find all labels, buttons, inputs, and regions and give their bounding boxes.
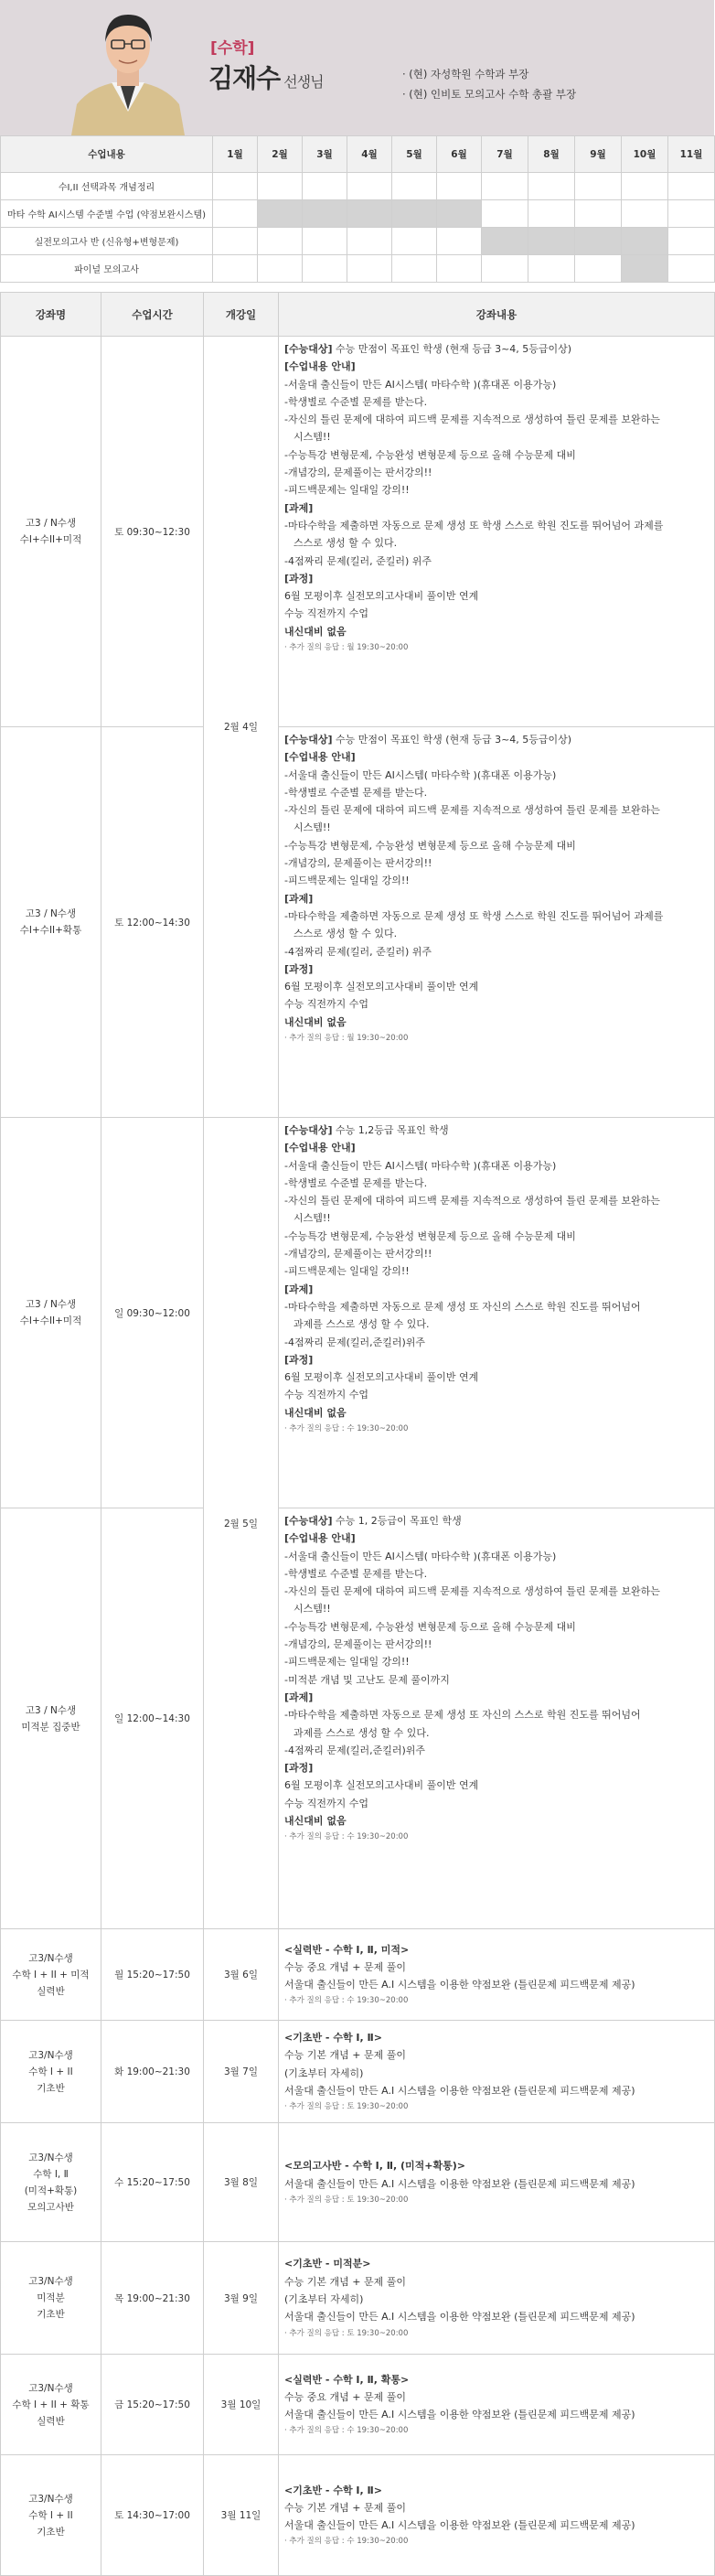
table-row bbox=[1, 727, 715, 1118]
timeline-header-month: 5월 bbox=[392, 136, 437, 173]
teacher-bio bbox=[402, 64, 576, 104]
description-line: -개념강의, 문제풀이는 판서강의!! bbox=[284, 1248, 432, 1261]
course-name-line: 미적분 집중반 bbox=[21, 1721, 80, 1733]
description-line: -서울대 출신들이 만든 AI시스템( 마타수학 )(휴대폰 이용가능) bbox=[284, 1550, 557, 1562]
schedule-table bbox=[0, 292, 715, 2576]
course-name-line: 고3/N수생 bbox=[28, 2382, 73, 2394]
description-line: 시스템!! bbox=[293, 431, 331, 444]
course-name bbox=[1, 727, 101, 1118]
target-label: [수능대상] bbox=[284, 1124, 333, 1136]
timeline-cell bbox=[622, 173, 668, 200]
course-name-line: 수학 I + II bbox=[28, 2509, 73, 2521]
description-line: 시스템!! bbox=[293, 821, 331, 834]
description-line: <기초반 - 수학 Ⅰ, Ⅱ> bbox=[284, 2484, 382, 2496]
description-line: [과제] bbox=[284, 501, 314, 514]
timeline-cell bbox=[482, 255, 528, 283]
course-name-line: 미적분 bbox=[37, 2292, 65, 2303]
description-line: <기초반 - 미적분> bbox=[284, 2258, 371, 2270]
description-line: [수업내용 안내] bbox=[284, 360, 356, 373]
timeline-cell-active bbox=[303, 200, 347, 228]
timeline-cell bbox=[303, 228, 347, 255]
description-line: 과제를 스스로 생성 할 수 있다. bbox=[293, 1318, 430, 1331]
class-time: 토 09:30~12:30 bbox=[101, 337, 204, 727]
description-line: 6월 모평이후 실전모의고사대비 풀이반 연계 bbox=[284, 590, 479, 603]
description-line: [수업내용 안내] bbox=[284, 1532, 356, 1545]
timeline-row-label: 파이널 모의고사 bbox=[1, 255, 213, 283]
course-name-line: 고3/N수생 bbox=[28, 1952, 73, 1964]
description-line: 수능 직전까지 수업 bbox=[284, 998, 369, 1011]
qa-note: · 추가 질의 응답 : 월 19:30~20:00 bbox=[284, 640, 709, 655]
description-line: 내신대비 없음 bbox=[284, 1015, 347, 1028]
qa-note: · 추가 질의 응답 : 토 19:30~20:00 bbox=[284, 2193, 709, 2207]
teacher-header bbox=[0, 0, 714, 135]
description-line: [과제] bbox=[284, 1690, 314, 1703]
subject-label: [수학] bbox=[210, 39, 255, 58]
course-description bbox=[279, 2242, 715, 2355]
description-line: -4점짜리 문제(킬러, 준킬러) 위주 bbox=[284, 945, 432, 958]
description-line: [과제] bbox=[284, 892, 314, 905]
description-line: 서울대 출신들이 만든 A.I 시스템을 이용한 약점보완 (틀린문제 피드백문제 제공) bbox=[284, 2519, 635, 2532]
target-label: [수능대상] bbox=[284, 1515, 333, 1527]
timeline-header-row bbox=[1, 136, 715, 173]
schedule-header-cell: 강좌내용 bbox=[279, 293, 715, 337]
class-time: 수 15:20~17:50 bbox=[101, 2123, 204, 2242]
description-line: -자신의 틀린 문제에 대하여 피드백 문제를 지속적으로 생성하여 틀린 문제를 보완하는 bbox=[284, 804, 660, 817]
timeline-row-label: 실전모의고사 반 (신유형+변형문제) bbox=[1, 228, 213, 255]
description-line: -피드백문제는 일대일 강의!! bbox=[284, 1656, 410, 1669]
description-line bbox=[284, 1122, 709, 1139]
table-row bbox=[1, 2123, 715, 2242]
teacher-name-text: 김재수 bbox=[208, 63, 281, 93]
timeline-cell-active bbox=[575, 228, 622, 255]
timeline-header-month: 1월 bbox=[213, 136, 258, 173]
qa-note: · 추가 질의 응답 : 토 19:30~20:00 bbox=[284, 2099, 709, 2114]
qa-note: · 추가 질의 응답 : 수 19:30~20:00 bbox=[284, 1830, 709, 1844]
course-name-line: 수학 I + II + 확통 bbox=[12, 2399, 90, 2410]
timeline-cell bbox=[303, 255, 347, 283]
description-line: 수능 중요 개념 + 문제 풀이 bbox=[284, 2390, 406, 2403]
timeline-header-month: 2월 bbox=[258, 136, 303, 173]
description-line: 수능 기본 개념 + 문제 풀이 bbox=[284, 2501, 406, 2514]
course-name-line: (미적+확통) bbox=[24, 2184, 78, 2196]
description-line bbox=[284, 340, 709, 358]
course-name-line: 기초반 bbox=[37, 2082, 65, 2094]
timeline-cell bbox=[347, 228, 392, 255]
teacher-portrait bbox=[64, 2, 192, 135]
timeline-header-month: 4월 bbox=[347, 136, 392, 173]
course-description bbox=[279, 1929, 715, 2021]
course-description bbox=[279, 337, 715, 727]
course-name-line: 수I+수II+확통 bbox=[19, 925, 82, 936]
timeline-cell bbox=[347, 255, 392, 283]
qa-note: · 추가 질의 응답 : 수 19:30~20:00 bbox=[284, 2423, 709, 2438]
description-line: 내신대비 없음 bbox=[284, 1406, 347, 1419]
class-time: 토 14:30~17:00 bbox=[101, 2455, 204, 2576]
description-line: -학생별로 수준별 문제를 받는다. bbox=[284, 1176, 428, 1189]
timeline-cell bbox=[528, 255, 575, 283]
timeline-row bbox=[1, 228, 715, 255]
timeline-cell bbox=[437, 173, 482, 200]
course-name-line: 수I+수II+미적 bbox=[19, 1315, 82, 1326]
description-line: <실력반 - 수학 Ⅰ, Ⅱ, 미적> bbox=[284, 1943, 410, 1956]
description-line: 수능 직전까지 수업 bbox=[284, 1389, 369, 1401]
description-line: <기초반 - 수학 Ⅰ, Ⅱ> bbox=[284, 2031, 382, 2044]
class-time: 화 19:00~21:30 bbox=[101, 2021, 204, 2123]
description-line: 내신대비 없음 bbox=[284, 625, 347, 638]
description-line: -피드백문제는 일대일 강의!! bbox=[284, 875, 410, 887]
target-text: 수능 만점이 목표인 학생 (현재 등급 3~4, 5등급이상) bbox=[332, 734, 572, 746]
course-description bbox=[279, 1508, 715, 1929]
description-line: [수업내용 안내] bbox=[284, 1142, 356, 1154]
timeline-header-month: 11월 bbox=[668, 136, 715, 173]
description-line: -4점짜리 문제(킬러, 준킬러) 위주 bbox=[284, 554, 432, 567]
target-text: 수능 1,2등급 목표인 학생 bbox=[332, 1124, 449, 1136]
timeline-table bbox=[0, 135, 715, 283]
course-name-line: 고3/N수생 bbox=[28, 2493, 73, 2505]
timeline-row-label: 마타 수학 AI시스템 수준별 수업 (약점보완시스템) bbox=[1, 200, 213, 228]
description-line: 내신대비 없음 bbox=[284, 1815, 347, 1828]
timeline-cell bbox=[668, 228, 715, 255]
timeline-cell-active bbox=[437, 200, 482, 228]
course-name-line: 실력반 bbox=[37, 2415, 65, 2427]
description-line: 서울대 출신들이 만든 A.I 시스템을 이용한 약점보완 (틀린문제 피드백문제 제공) bbox=[284, 2084, 635, 2097]
course-description bbox=[279, 2455, 715, 2576]
timeline-cell-active bbox=[258, 200, 303, 228]
course-name bbox=[1, 2242, 101, 2355]
start-date: 3월 7일 bbox=[204, 2021, 279, 2123]
description-line: -학생별로 수준별 문제를 받는다. bbox=[284, 395, 428, 408]
description-line: [과정] bbox=[284, 572, 314, 585]
timeline-cell bbox=[213, 228, 258, 255]
timeline-cell-active bbox=[622, 228, 668, 255]
description-line: 시스템!! bbox=[293, 1603, 331, 1615]
timeline-cell bbox=[258, 255, 303, 283]
timeline-row bbox=[1, 173, 715, 200]
class-time: 금 15:20~17:50 bbox=[101, 2355, 204, 2455]
timeline-cell bbox=[528, 200, 575, 228]
start-date: 2월 5일 bbox=[204, 1118, 279, 1929]
qa-note: · 추가 질의 응답 : 토 19:30~20:00 bbox=[284, 2326, 709, 2341]
timeline-header-month: 3월 bbox=[303, 136, 347, 173]
description-line: 시스템!! bbox=[293, 1212, 331, 1225]
description-line: 스스로 생성 할 수 있다. bbox=[293, 928, 398, 940]
class-time: 일 12:00~14:30 bbox=[101, 1508, 204, 1929]
timeline-cell bbox=[575, 255, 622, 283]
course-name-line: 수학 I + II + 미적 bbox=[12, 1969, 90, 1980]
description-line: <실력반 - 수학 Ⅰ, Ⅱ, 확통> bbox=[284, 2373, 410, 2386]
description-line: 수능 직전까지 수업 bbox=[284, 1797, 369, 1809]
description-line: -마타수학을 제출하면 자동으로 문제 생성 또 자신의 스스로 학원 진도를 뛰어넘어 bbox=[284, 1709, 641, 1722]
course-name-line: 고3/N수생 bbox=[28, 2049, 73, 2061]
description-line: -개념강의, 문제풀이는 판서강의!! bbox=[284, 1638, 432, 1651]
table-row bbox=[1, 1929, 715, 2021]
bio-line: · (현) 자성학원 수학과 부장 bbox=[402, 68, 529, 80]
description-line: 스스로 생성 할 수 있다. bbox=[293, 537, 398, 550]
description-line: (기초부터 자세히) bbox=[284, 2293, 364, 2305]
timeline-cell bbox=[213, 255, 258, 283]
timeline-cell-active bbox=[482, 228, 528, 255]
timeline-row-label: 수I,II 선택과목 개념정리 bbox=[1, 173, 213, 200]
table-row bbox=[1, 2455, 715, 2576]
description-line: -자신의 틀린 문제에 대하여 피드백 문제를 지속적으로 생성하여 틀린 문제를 보완하는 bbox=[284, 413, 660, 426]
description-line: [과정] bbox=[284, 1353, 314, 1366]
timeline-cell bbox=[392, 228, 437, 255]
timeline-row bbox=[1, 255, 715, 283]
class-time: 월 15:20~17:50 bbox=[101, 1929, 204, 2021]
qa-note: · 추가 질의 응답 : 수 19:30~20:00 bbox=[284, 1993, 709, 2008]
bio-line: · (현) 인비토 모의고사 수학 총괄 부장 bbox=[402, 88, 577, 101]
description-line: -마타수학을 제출하면 자동으로 문제 생성 또 자신의 스스로 학원 진도를 뛰어넘어 bbox=[284, 1300, 641, 1313]
course-name-line: 고3 / N수생 bbox=[25, 1704, 77, 1716]
course-description bbox=[279, 2123, 715, 2242]
timeline-cell bbox=[668, 173, 715, 200]
description-line: -자신의 틀린 문제에 대하여 피드백 문제를 지속적으로 생성하여 틀린 문제를 보완하는 bbox=[284, 1195, 660, 1208]
table-row bbox=[1, 1118, 715, 1508]
description-line: 6월 모평이후 실전모의고사대비 풀이반 연계 bbox=[284, 981, 479, 993]
timeline-cell bbox=[528, 173, 575, 200]
course-name bbox=[1, 2355, 101, 2455]
timeline-header-month: 9월 bbox=[575, 136, 622, 173]
course-name-line: 고3/N수생 bbox=[28, 2276, 73, 2287]
table-row bbox=[1, 2021, 715, 2123]
description-line: 수능 직전까지 수업 bbox=[284, 607, 369, 620]
teacher-name bbox=[208, 59, 324, 95]
course-name-line: 수학 I + II bbox=[28, 2066, 73, 2077]
description-line: -개념강의, 문제풀이는 판서강의!! bbox=[284, 467, 432, 479]
schedule-header-cell: 수업시간 bbox=[101, 293, 204, 337]
timeline-header-content: 수업내용 bbox=[1, 136, 213, 173]
timeline-cell-active bbox=[347, 200, 392, 228]
qa-note: · 추가 질의 응답 : 월 19:30~20:00 bbox=[284, 1031, 709, 1046]
course-name-line: 고3 / N수생 bbox=[25, 1299, 77, 1310]
description-line: -개념강의, 문제풀이는 판서강의!! bbox=[284, 857, 432, 870]
timeline-cell bbox=[213, 173, 258, 200]
schedule-header-cell: 개강일 bbox=[204, 293, 279, 337]
timeline-cell-active bbox=[528, 228, 575, 255]
timeline-header-month: 10월 bbox=[622, 136, 668, 173]
timeline-header-month: 8월 bbox=[528, 136, 575, 173]
course-name bbox=[1, 1508, 101, 1929]
timeline-header-month: 6월 bbox=[437, 136, 482, 173]
target-text: 수능 1, 2등급이 목표인 학생 bbox=[332, 1515, 462, 1527]
course-name bbox=[1, 2455, 101, 2576]
table-row bbox=[1, 337, 715, 727]
schedule-header-cell: 강좌명 bbox=[1, 293, 101, 337]
timeline-cell bbox=[437, 255, 482, 283]
description-line: 서울대 출신들이 만든 A.I 시스템을 이용한 약점보완 (틀린문제 피드백문제 제공) bbox=[284, 2311, 635, 2324]
course-name bbox=[1, 1118, 101, 1508]
start-date: 3월 6일 bbox=[204, 1929, 279, 2021]
course-description bbox=[279, 1118, 715, 1508]
course-name-line: 수학 Ⅰ, Ⅱ bbox=[33, 2168, 69, 2180]
course-name-line: 기초반 bbox=[37, 2309, 65, 2320]
timeline-cell bbox=[482, 173, 528, 200]
timeline-cell bbox=[668, 255, 715, 283]
description-line: [과정] bbox=[284, 962, 314, 975]
timeline-cell-active bbox=[622, 255, 668, 283]
class-time: 일 09:30~12:00 bbox=[101, 1118, 204, 1508]
description-line: -학생별로 수준별 문제를 받는다. bbox=[284, 1567, 428, 1580]
table-row bbox=[1, 2355, 715, 2455]
description-line: 수능 기본 개념 + 문제 풀이 bbox=[284, 2275, 406, 2288]
timeline-cell bbox=[575, 173, 622, 200]
qa-note: · 추가 질의 응답 : 수 19:30~20:00 bbox=[284, 1422, 709, 1436]
description-line: -서울대 출신들이 만든 AI시스템( 마타수학 )(휴대폰 이용가능) bbox=[284, 378, 557, 391]
timeline-cell bbox=[437, 228, 482, 255]
description-line: -마타수학을 제출하면 자동으로 문제 생성 또 학생 스스로 학원 진도를 뛰어넘어 과제를 bbox=[284, 909, 664, 922]
description-line: -4점짜리 문제(킬러,준킬러)위주 bbox=[284, 1336, 426, 1348]
class-time: 목 19:00~21:30 bbox=[101, 2242, 204, 2355]
timeline-cell bbox=[392, 173, 437, 200]
course-name bbox=[1, 1929, 101, 2021]
timeline-cell bbox=[575, 200, 622, 228]
description-line: 서울대 출신들이 만든 A.I 시스템을 이용한 약점보완 (틀린문제 피드백문제 제공) bbox=[284, 2409, 635, 2421]
description-line bbox=[284, 731, 709, 748]
timeline-cell bbox=[482, 200, 528, 228]
description-line: -미적분 개념 및 고난도 문제 풀이까지 bbox=[284, 1673, 450, 1686]
description-line: -자신의 틀린 문제에 대하여 피드백 문제를 지속적으로 생성하여 틀린 문제를 보완하는 bbox=[284, 1585, 660, 1598]
description-line: -수능특강 변형문제, 수능완성 변형문제 등으로 올해 수능문제 대비 bbox=[284, 839, 576, 852]
description-line bbox=[284, 1512, 709, 1530]
course-description bbox=[279, 727, 715, 1118]
description-line: -피드백문제는 일대일 강의!! bbox=[284, 484, 410, 497]
course-name-line: 고3/N수생 bbox=[28, 2152, 73, 2163]
description-line: 6월 모평이후 실전모의고사대비 풀이반 연계 bbox=[284, 1779, 479, 1792]
description-line: -마타수학을 제출하면 자동으로 문제 생성 또 학생 스스로 학원 진도를 뛰어넘어 과제를 bbox=[284, 519, 664, 531]
course-name-line: 고3 / N수생 bbox=[25, 908, 77, 919]
class-time: 토 12:00~14:30 bbox=[101, 727, 204, 1118]
description-line: 과제를 스스로 생성 할 수 있다. bbox=[293, 1726, 430, 1739]
description-line: (기초부터 자세히) bbox=[284, 2066, 364, 2079]
timeline-cell bbox=[668, 200, 715, 228]
target-label: [수능대상] bbox=[284, 343, 333, 355]
timeline-cell bbox=[622, 200, 668, 228]
description-line: 서울대 출신들이 만든 A.I 시스템을 이용한 약점보완 (틀린문제 피드백문제 제공) bbox=[284, 2177, 635, 2190]
course-name-line: 고3 / N수생 bbox=[25, 518, 77, 529]
start-date: 3월 9일 bbox=[204, 2242, 279, 2355]
timeline-header-month: 7월 bbox=[482, 136, 528, 173]
description-line: -4점짜리 문제(킬러,준킬러)위주 bbox=[284, 1744, 426, 1756]
timeline-cell-active bbox=[392, 200, 437, 228]
description-line: [과제] bbox=[284, 1283, 314, 1295]
description-line: -서울대 출신들이 만든 AI시스템( 마타수학 )(휴대폰 이용가능) bbox=[284, 1159, 557, 1172]
qa-note: · 추가 질의 응답 : 수 19:30~20:00 bbox=[284, 2534, 709, 2549]
description-line: -피드백문제는 일대일 강의!! bbox=[284, 1265, 410, 1278]
description-line: <모의고사반 - 수학 Ⅰ, Ⅱ, (미적+확통)> bbox=[284, 2160, 465, 2173]
start-date: 3월 11일 bbox=[204, 2455, 279, 2576]
course-name-line: 수I+수II+미적 bbox=[19, 534, 82, 545]
course-name bbox=[1, 337, 101, 727]
description-line: 수능 중요 개념 + 문제 풀이 bbox=[284, 1960, 406, 1973]
course-name bbox=[1, 2123, 101, 2242]
description-line: -학생별로 수준별 문제를 받는다. bbox=[284, 786, 428, 799]
description-line: [과정] bbox=[284, 1762, 314, 1775]
schedule-header-row bbox=[1, 293, 715, 337]
timeline-cell bbox=[258, 173, 303, 200]
description-line: -서울대 출신들이 만든 AI시스템( 마타수학 )(휴대폰 이용가능) bbox=[284, 768, 557, 781]
description-line: -수능특강 변형문제, 수능완성 변형문제 등으로 올해 수능문제 대비 bbox=[284, 1229, 576, 1242]
course-name bbox=[1, 2021, 101, 2123]
description-line: 수능 기본 개념 + 문제 풀이 bbox=[284, 2049, 406, 2062]
timeline-cell bbox=[303, 173, 347, 200]
timeline-cell bbox=[213, 200, 258, 228]
course-description bbox=[279, 2021, 715, 2123]
start-date: 2월 4일 bbox=[204, 337, 279, 1118]
timeline-cell bbox=[347, 173, 392, 200]
timeline-cell bbox=[392, 255, 437, 283]
table-row bbox=[1, 1508, 715, 1929]
table-row bbox=[1, 2242, 715, 2355]
target-label: [수능대상] bbox=[284, 734, 333, 746]
target-text: 수능 만점이 목표인 학생 (현재 등급 3~4, 5등급이상) bbox=[332, 343, 572, 355]
description-line: [수업내용 안내] bbox=[284, 751, 356, 764]
description-line: 서울대 출신들이 만든 A.I 시스템을 이용한 약점보완 (틀린문제 피드백문제 제공) bbox=[284, 1979, 635, 1991]
course-name-line: 모의고사반 bbox=[27, 2201, 74, 2213]
course-name-line: 실력반 bbox=[37, 1985, 65, 1997]
start-date: 3월 10일 bbox=[204, 2355, 279, 2455]
start-date: 3월 8일 bbox=[204, 2123, 279, 2242]
description-line: 6월 모평이후 실전모의고사대비 풀이반 연계 bbox=[284, 1371, 479, 1384]
teacher-title: 선생님 bbox=[283, 73, 324, 91]
description-line: -수능특강 변형문제, 수능완성 변형문제 등으로 올해 수능문제 대비 bbox=[284, 448, 576, 461]
course-description bbox=[279, 2355, 715, 2455]
course-name-line: 기초반 bbox=[37, 2526, 65, 2538]
description-line: -수능특강 변형문제, 수능완성 변형문제 등으로 올해 수능문제 대비 bbox=[284, 1620, 576, 1633]
timeline-cell bbox=[258, 228, 303, 255]
timeline-row bbox=[1, 200, 715, 228]
